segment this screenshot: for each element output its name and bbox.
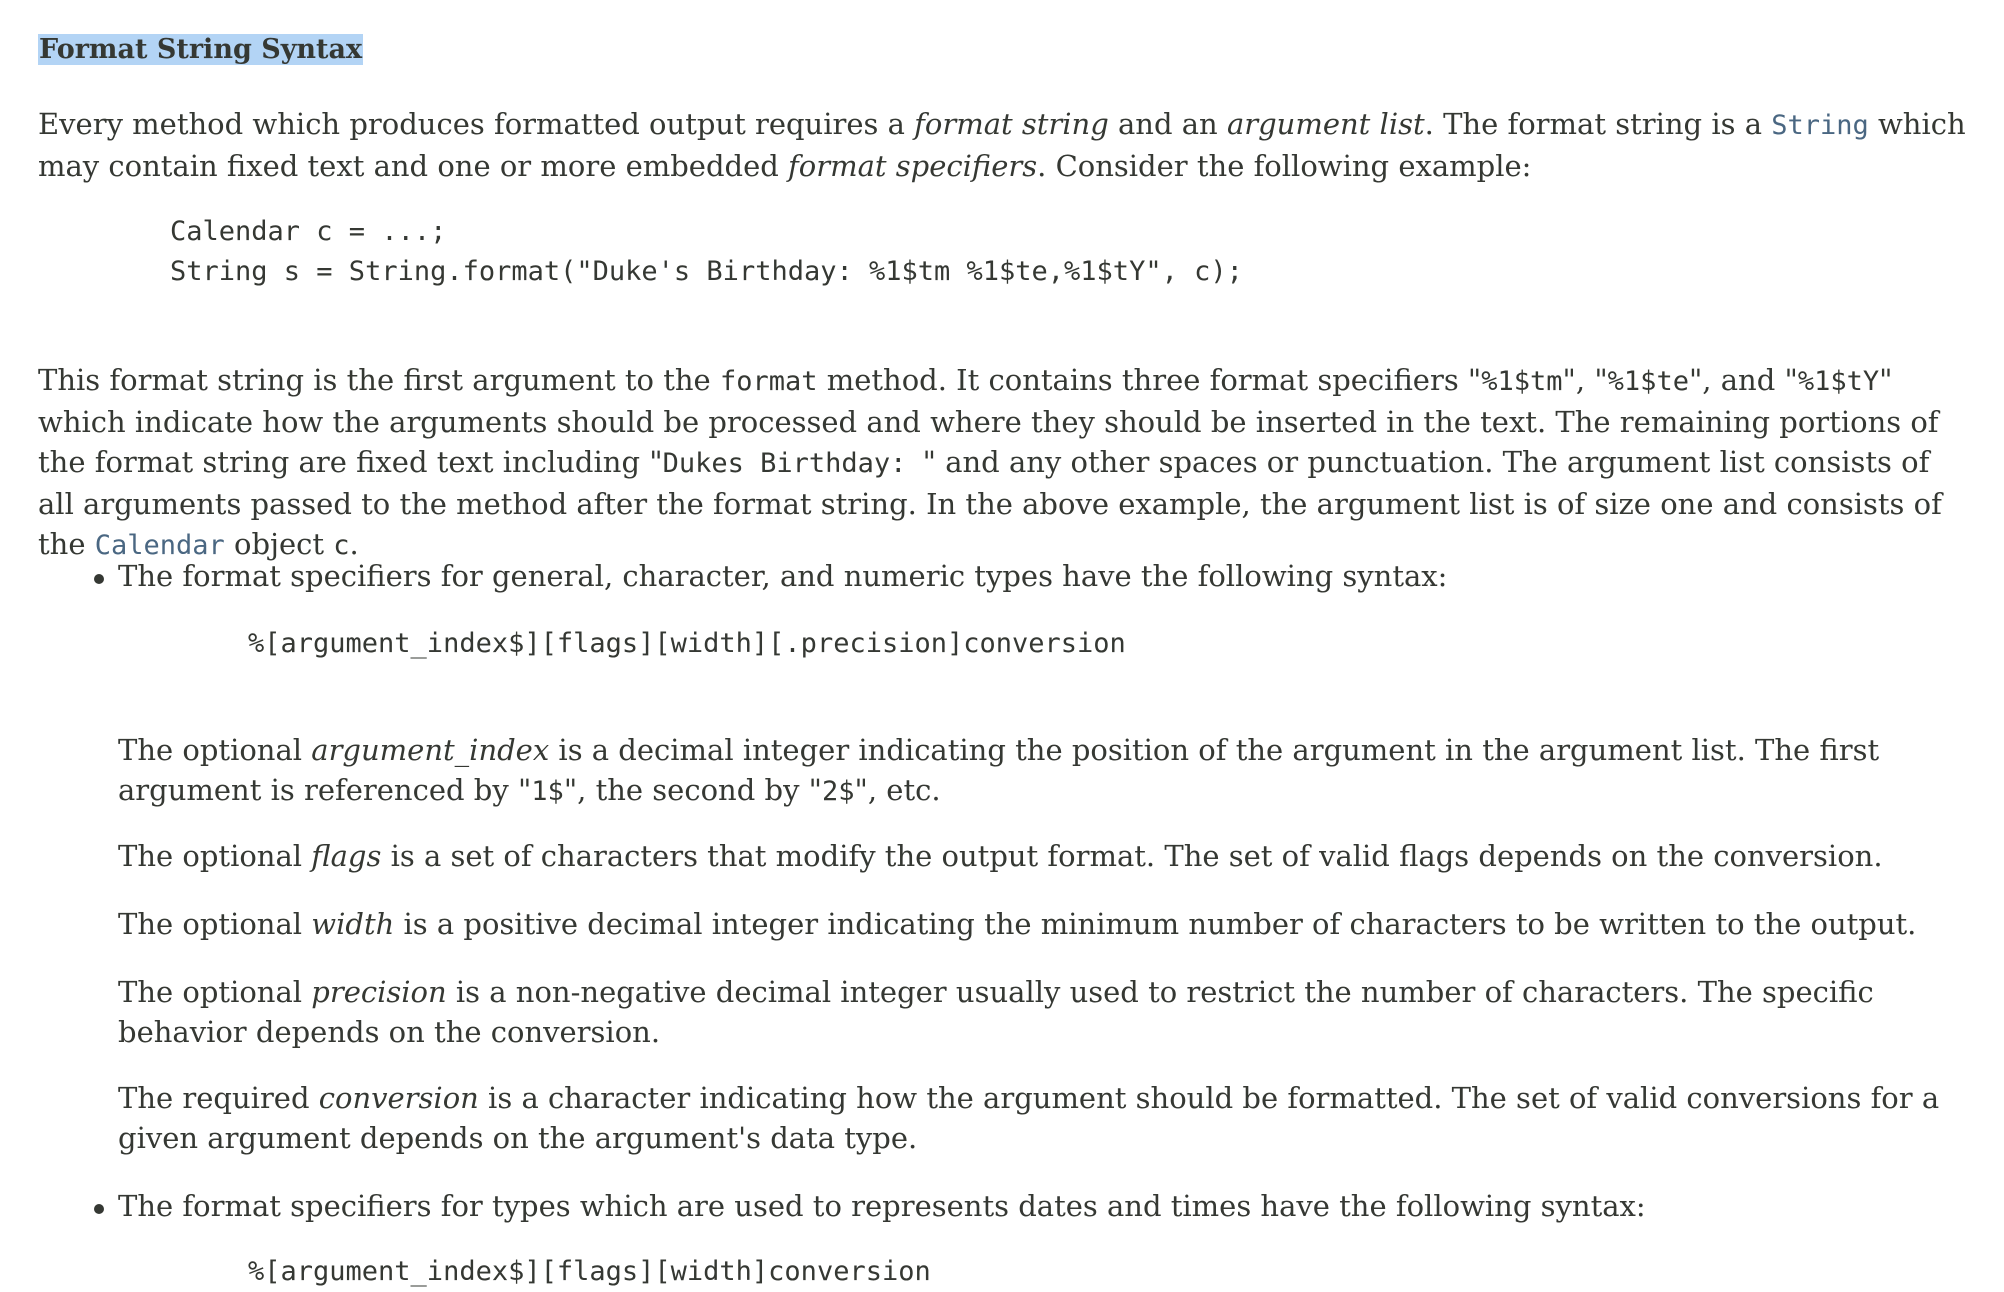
text: The optional [118,733,312,767]
precision-description [118,972,1998,1052]
code-line-2: String s = String.format("Duke's Birthday: %1$tm %1$te,%1$tY", c); [170,256,1243,287]
bullet-dot-icon [94,574,104,584]
text: The required [118,1081,319,1115]
term-format-string: format string [914,107,1109,141]
code-specifier-te: %1$te [1607,366,1689,397]
code-1: 1$ [531,776,564,807]
text: " which indicate how the arguments should be processed and where they should be inserted in the text. The remaining portions of the format string are fixed text including " [38,363,1939,479]
term-conversion: conversion [318,1081,479,1115]
bullet-dot-icon [94,1204,104,1214]
text: is a set of characters that modify the output format. The set of valid flags depends on the conversion. [381,839,1883,873]
text: The optional [118,907,312,941]
code-specifier-tm: %1$tm [1481,366,1563,397]
text: ", the second by " [563,773,823,807]
text: . Consider the following example: [1037,149,1532,183]
text: which may contain fixed text and one or more embedded [38,107,1966,183]
text: The optional [118,975,312,1009]
syntax-line: %[argument_index$][flags][width][.precision]conversion [248,628,1126,659]
term-argument-list: argument list [1226,107,1425,141]
code-format: format [719,366,818,397]
code-dukes-birthday: Dukes Birthday: [662,448,923,479]
text: is a character indicating how the argument should be formatted. The set of valid conversions for a given argument depends on the argument's data type. [118,1081,1940,1155]
text: . The format string is a [1424,107,1772,141]
date-syntax-block [248,1252,931,1292]
text: ", " [1562,363,1608,397]
text: method. It contains three format specifiers " [817,363,1482,397]
conversion-description [118,1078,1998,1158]
code-line-1: Calendar c = ...; [170,216,447,247]
code-2: 2$ [822,776,855,807]
bullet-text: The format specifiers for general, character, and numeric types have the following syntax: [118,559,1448,593]
explanation-paragraph [38,360,1973,566]
term-argument-index: argument_index [311,733,550,767]
section-heading [38,32,363,68]
term-precision: precision [311,975,447,1009]
bullet-date-syntax [118,1186,1998,1226]
text: . [349,527,359,561]
bullet-general-syntax [118,556,1998,596]
text: ", and " [1688,363,1798,397]
argument-index-description [118,730,1998,812]
syntax-line: %[argument_index$][flags][width]conversion [248,1256,931,1287]
code-c: c [333,530,350,561]
text: This format string is the first argument to the [38,363,720,397]
text: is a non-negative decimal integer usually used to restrict the number of characters. The specific behavior depends on the conversion. [118,975,1874,1049]
text: ", etc. [854,773,941,807]
term-width: width [311,907,395,941]
code-specifier-ty: %1$tY [1797,366,1880,397]
text: is a decimal integer indicating the position of the argument in the argument list. The first argument is referenced by " [118,733,1880,807]
calendar-class-link[interactable]: Calendar [94,530,225,561]
string-class-link[interactable]: String [1771,110,1869,141]
text: and an [1108,107,1227,141]
text: object [224,527,334,561]
width-description [118,904,1998,944]
text: is a positive decimal integer indicating the minimum number of characters to be written to the output. [394,907,1917,941]
text: The optional [118,839,312,873]
bullet-text: The format specifiers for types which are used to represents dates and times have the following syntax: [118,1189,1646,1223]
term-format-specifiers: format specifiers [788,149,1038,183]
section-heading-text: Format String Syntax [39,34,363,65]
text: " and any other spaces or punctuation. The argument list consists of all arguments passed to the method after the format string. In the above example, the argument list is of size one and consists of the [38,445,1942,561]
general-syntax-block [248,624,1126,664]
flags-description [118,836,1998,876]
term-flags: flags [311,839,382,873]
intro-paragraph [38,104,1978,186]
text: Every method which produces formatted output requires a [38,107,915,141]
example-code-block [170,212,1243,292]
